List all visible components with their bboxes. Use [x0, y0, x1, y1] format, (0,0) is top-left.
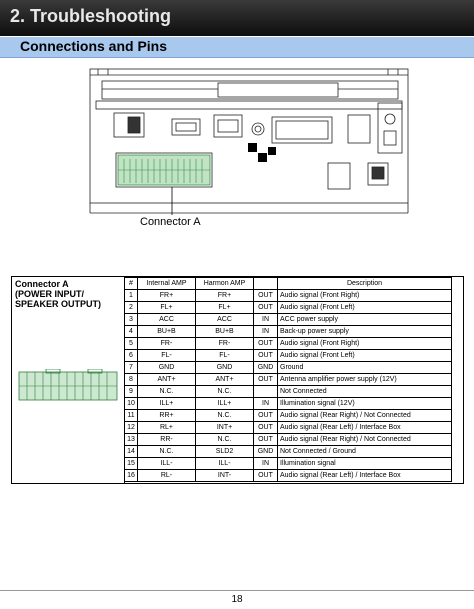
harmon-amp-cell: FL+ — [196, 302, 254, 314]
description-cell: Not Connected — [278, 386, 452, 398]
harmon-amp-cell: INT+ — [196, 422, 254, 434]
internal-amp-cell: ILL+ — [138, 398, 196, 410]
description-cell: ACC power supply — [278, 314, 452, 326]
harmon-amp-cell: ILL+ — [196, 398, 254, 410]
description-cell: Audio signal (Front Left) — [278, 350, 452, 362]
direction-cell: OUT — [254, 338, 278, 350]
internal-amp-cell: ANT+ — [138, 374, 196, 386]
table-row — [125, 458, 452, 470]
pin-number-cell: 10 — [125, 398, 138, 410]
column-header: Harmon AMP — [196, 278, 254, 290]
pin-number-cell: 13 — [125, 434, 138, 446]
harmon-amp-cell: FR- — [196, 338, 254, 350]
internal-amp-cell: BU+B — [138, 326, 196, 338]
pin-number-cell: 14 — [125, 446, 138, 458]
description-cell: Audio signal (Front Right) — [278, 338, 452, 350]
column-header: Internal AMP — [138, 278, 196, 290]
description-cell: Audio signal (Rear Left) / Interface Box — [278, 422, 452, 434]
subtitle-bar — [0, 37, 474, 58]
direction-cell — [254, 386, 278, 398]
connector-a-label: Connector A — [140, 216, 201, 228]
internal-amp-cell: RL- — [138, 470, 196, 482]
table-row — [125, 350, 452, 362]
internal-amp-cell: RL+ — [138, 422, 196, 434]
harmon-amp-cell: GND — [196, 362, 254, 374]
connector-title-line: SPEAKER OUTPUT) — [15, 299, 102, 309]
harmon-amp-cell: ACC — [196, 314, 254, 326]
table-row — [125, 470, 452, 482]
harmon-amp-cell: ANT+ — [196, 374, 254, 386]
direction-cell: OUT — [254, 302, 278, 314]
column-header: Description — [278, 278, 452, 290]
pin-number-cell: 7 — [125, 362, 138, 374]
description-cell: Illumination signal (12V) — [278, 398, 452, 410]
harmon-amp-cell: SLD2 — [196, 446, 254, 458]
pin-number-cell: 1 — [125, 290, 138, 302]
connector-pin-layout-diagram — [18, 369, 118, 403]
pin-number-cell: 15 — [125, 458, 138, 470]
internal-amp-cell: N.C. — [138, 446, 196, 458]
connector-info-column — [12, 277, 125, 483]
direction-cell: GND — [254, 446, 278, 458]
harmon-amp-cell: FR+ — [196, 290, 254, 302]
pin-number-cell: 12 — [125, 422, 138, 434]
connector-title-line: Connector A — [15, 279, 69, 289]
pin-table-frame — [11, 276, 464, 484]
direction-cell: GND — [254, 362, 278, 374]
internal-amp-cell: N.C. — [138, 386, 196, 398]
pin-number-cell: 4 — [125, 326, 138, 338]
table-row — [125, 338, 452, 350]
table-row — [125, 410, 452, 422]
description-cell: Back-up power supply — [278, 326, 452, 338]
pin-number-cell: 16 — [125, 470, 138, 482]
table-row — [125, 326, 452, 338]
table-header-row — [125, 278, 452, 290]
column-header: # — [125, 278, 138, 290]
section-title: 2. Troubleshooting — [10, 6, 171, 26]
table-row — [125, 434, 452, 446]
radio-rear-panel-diagram — [88, 67, 410, 247]
harmon-amp-cell: BU+B — [196, 326, 254, 338]
harmon-amp-cell: INT- — [196, 470, 254, 482]
connector-title — [15, 279, 101, 309]
table-row — [125, 374, 452, 386]
pin-number-cell: 2 — [125, 302, 138, 314]
internal-amp-cell: RR+ — [138, 410, 196, 422]
internal-amp-cell: RR- — [138, 434, 196, 446]
column-header — [254, 278, 278, 290]
footer-divider — [0, 590, 474, 591]
harmon-amp-cell: N.C. — [196, 434, 254, 446]
page-number: 18 — [231, 594, 243, 605]
direction-cell: OUT — [254, 350, 278, 362]
direction-cell: IN — [254, 314, 278, 326]
pin-number-cell: 6 — [125, 350, 138, 362]
direction-cell: OUT — [254, 470, 278, 482]
pin-number-cell: 5 — [125, 338, 138, 350]
description-cell: Audio signal (Rear Left) / Interface Box — [278, 470, 452, 482]
direction-cell: OUT — [254, 374, 278, 386]
description-cell: Audio signal (Rear Right) / Not Connected — [278, 434, 452, 446]
direction-cell: OUT — [254, 434, 278, 446]
harmon-amp-cell: N.C. — [196, 410, 254, 422]
description-cell: Ground — [278, 362, 452, 374]
table-row — [125, 314, 452, 326]
internal-amp-cell: FL+ — [138, 302, 196, 314]
direction-cell: IN — [254, 326, 278, 338]
internal-amp-cell: FR+ — [138, 290, 196, 302]
harmon-amp-cell: ILL- — [196, 458, 254, 470]
table-row — [125, 362, 452, 374]
pin-number-cell: 3 — [125, 314, 138, 326]
table-row — [125, 398, 452, 410]
harmon-amp-cell: FL- — [196, 350, 254, 362]
internal-amp-cell: GND — [138, 362, 196, 374]
table-row — [125, 302, 452, 314]
direction-cell: OUT — [254, 410, 278, 422]
description-cell: Illumination signal — [278, 458, 452, 470]
harmon-amp-cell: N.C. — [196, 386, 254, 398]
direction-cell: OUT — [254, 422, 278, 434]
description-cell: Audio signal (Front Right) — [278, 290, 452, 302]
direction-cell: OUT — [254, 290, 278, 302]
table-row — [125, 446, 452, 458]
table-row — [125, 386, 452, 398]
description-cell: Audio signal (Front Left) — [278, 302, 452, 314]
table-row — [125, 422, 452, 434]
title-bar — [0, 0, 474, 36]
pin-number-cell: 11 — [125, 410, 138, 422]
description-cell: Audio signal (Rear Right) / Not Connected — [278, 410, 452, 422]
internal-amp-cell: ILL- — [138, 458, 196, 470]
internal-amp-cell: FR- — [138, 338, 196, 350]
direction-cell: IN — [254, 398, 278, 410]
table-row — [125, 290, 452, 302]
direction-cell: IN — [254, 458, 278, 470]
internal-amp-cell: ACC — [138, 314, 196, 326]
connector-title-line: (POWER INPUT/ — [15, 289, 84, 299]
pin-number-cell: 9 — [125, 386, 138, 398]
subsection-title: Connections and Pins — [20, 38, 168, 54]
pin-table — [124, 277, 452, 482]
pin-number-cell: 8 — [125, 374, 138, 386]
internal-amp-cell: FL- — [138, 350, 196, 362]
description-cell: Antenna amplifier power supply (12V) — [278, 374, 452, 386]
description-cell: Not Connected / Ground — [278, 446, 452, 458]
